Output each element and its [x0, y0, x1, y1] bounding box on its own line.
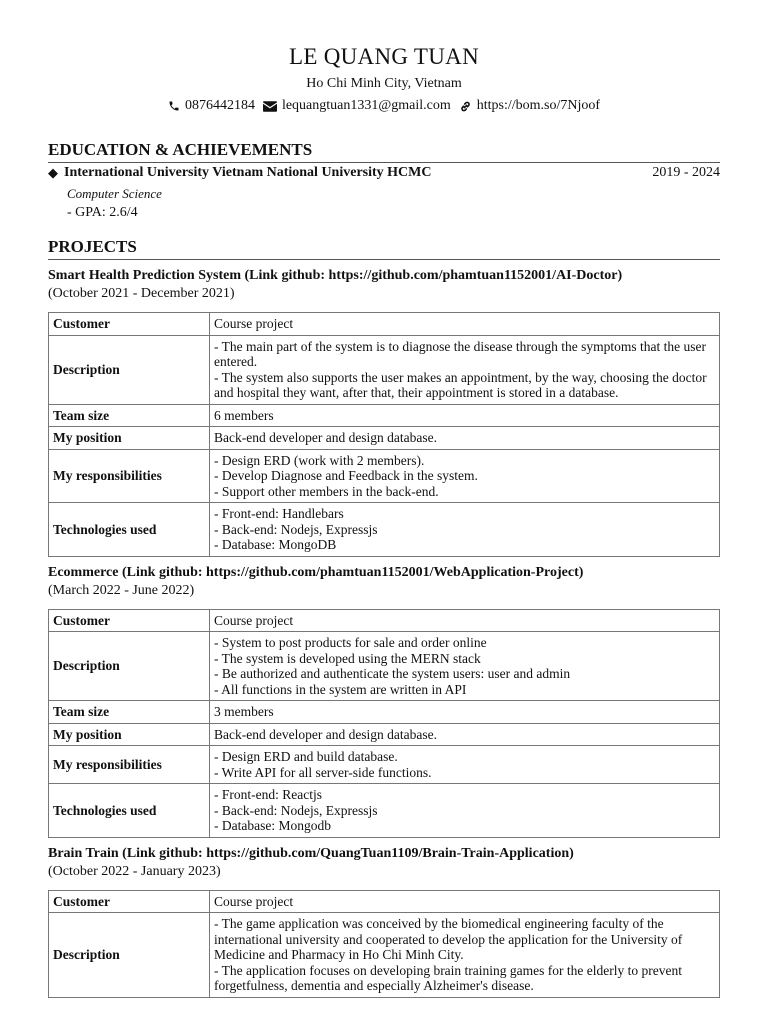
table-row — [49, 427, 720, 450]
row-value-line: - Write API for all server-side functions. — [214, 764, 432, 780]
row-label: Technologies used — [49, 784, 210, 838]
row-value — [210, 890, 720, 913]
row-label: My responsibilities — [49, 746, 210, 784]
project-title: Smart Health Prediction System (Link github: https://github.com/phamtuan1152001/AI-Doctor) — [48, 268, 623, 283]
row-value — [210, 784, 720, 838]
education-years: 2019 - 2024 — [652, 165, 720, 180]
project-block — [48, 268, 720, 557]
table-row — [49, 503, 720, 557]
row-value-line: 3 members — [214, 704, 274, 719]
link-icon — [459, 100, 472, 113]
row-value-line: - The main part of the system is to diagnose the disease through the symptoms that the user entered. — [214, 338, 707, 369]
row-value-line: - The game application was conceived by the biomedical engineering faculty of the international university and cooperated to develop the application for the University of Medicine and Pharmacy in Ho Chi Minh City. — [214, 916, 683, 962]
contact-bar — [48, 98, 720, 114]
table-row — [49, 632, 720, 701]
row-label: Description — [49, 335, 210, 404]
row-value-line: - The system also supports the user makes an appointment, by the way, choosing the doctor and hospital they want, after that, their appointment is stored in a database. — [214, 369, 707, 400]
row-value-line: Back-end developer and design database. — [214, 430, 438, 445]
table-row — [49, 890, 720, 913]
project-date: (October 2021 - December 2021) — [48, 286, 235, 301]
row-value-line: - All functions in the system are written in API — [214, 681, 467, 697]
table-row — [49, 701, 720, 724]
project-details-table — [48, 890, 720, 998]
row-label: Customer — [49, 313, 210, 336]
row-value — [210, 404, 720, 427]
row-value-line: - Develop Diagnose and Feedback in the system. — [214, 468, 478, 483]
row-value-line: - Database: Mongodb — [214, 818, 331, 833]
diamond-bullet-icon: ◆ — [48, 165, 58, 180]
row-value-line: - Back-end: Nodejs, Expressjs — [214, 802, 378, 818]
project-block — [48, 846, 720, 998]
projects-section-title: PROJECTS — [48, 237, 720, 260]
education-institution: International University Vietnam National University HCMC — [64, 165, 432, 180]
row-label: My position — [49, 723, 210, 746]
row-label: Customer — [49, 609, 210, 632]
row-value-line: - Front-end: Handlebars — [214, 506, 344, 521]
row-value-line: - Database: MongoDB — [214, 537, 337, 552]
envelope-icon — [263, 101, 277, 112]
row-value-line: Course project — [214, 612, 294, 628]
row-value-line: - Back-end: Nodejs, Expressjs — [214, 521, 378, 537]
table-row — [49, 609, 720, 632]
row-label: Technologies used — [49, 503, 210, 557]
row-value-line: Course project — [214, 316, 294, 331]
candidate-location: Ho Chi Minh City, Vietnam — [306, 76, 462, 91]
row-label: My responsibilities — [49, 449, 210, 503]
row-value — [210, 723, 720, 746]
row-value — [210, 609, 720, 632]
row-value — [210, 701, 720, 724]
education-entry — [48, 165, 720, 181]
table-row — [49, 449, 720, 503]
table-row — [49, 313, 720, 336]
phone-contact[interactable] — [168, 98, 255, 114]
table-row — [49, 913, 720, 998]
phone-number: 0876442184 — [184, 98, 255, 113]
education-gpa: - GPA: 2.6/4 — [67, 205, 138, 220]
row-label: My position — [49, 427, 210, 450]
table-row — [49, 784, 720, 838]
email-contact[interactable] — [263, 98, 451, 114]
education-institution-wrap — [48, 165, 431, 181]
row-value-line: - Design ERD and build database. — [214, 749, 398, 764]
row-value-line: 6 members — [214, 407, 274, 423]
project-block — [48, 565, 720, 838]
portfolio-url: https://bom.so/7Njoof — [476, 98, 601, 113]
email-address: lequangtuan1331@gmail.com — [281, 98, 451, 113]
education-major: Computer Science — [67, 186, 162, 201]
education-section-title: EDUCATION & ACHIEVEMENTS — [48, 140, 720, 163]
row-value-line: - The system is developed using the MERN stack — [214, 650, 481, 666]
table-row — [49, 335, 720, 404]
row-value — [210, 449, 720, 503]
row-value — [210, 913, 720, 998]
row-value — [210, 335, 720, 404]
table-row — [49, 746, 720, 784]
resume-page — [48, 0, 720, 998]
row-value — [210, 427, 720, 450]
project-date: (October 2022 - January 2023) — [48, 863, 221, 879]
phone-icon — [168, 100, 180, 112]
candidate-name: LE QUANG TUAN — [288, 44, 479, 69]
row-label: Team size — [49, 404, 210, 427]
row-label: Description — [49, 913, 210, 998]
project-details-table — [48, 312, 720, 557]
project-details-table — [48, 609, 720, 838]
row-value-line: Back-end developer and design database. — [214, 726, 438, 742]
row-label: Team size — [49, 701, 210, 724]
row-value — [210, 503, 720, 557]
row-value — [210, 313, 720, 336]
row-value — [210, 746, 720, 784]
row-value-line: - Design ERD (work with 2 members). — [214, 452, 425, 468]
row-value-line: - Front-end: Reactjs — [214, 787, 322, 802]
row-label: Customer — [49, 890, 210, 913]
row-label: Description — [49, 632, 210, 701]
projects-list — [48, 268, 720, 998]
row-value — [210, 632, 720, 701]
row-value-line: - Be authorized and authenticate the system users: user and admin — [214, 666, 571, 681]
table-row — [49, 723, 720, 746]
row-value-line: - System to post products for sale and order online — [214, 635, 487, 650]
row-value-line: - Support other members in the back-end. — [214, 483, 439, 499]
table-row — [49, 404, 720, 427]
row-value-line: - The application focuses on developing brain training games for the elderly to prevent forgetfulness, dementia and especially Alzheimer's disease. — [214, 962, 682, 993]
portfolio-link[interactable] — [459, 98, 600, 114]
project-title: Ecommerce (Link github: https://github.com/phamtuan1152001/WebApplication-Project) — [48, 564, 584, 580]
row-value-line: Course project — [214, 893, 294, 909]
project-date: (March 2022 - June 2022) — [48, 582, 195, 598]
project-title: Brain Train (Link github: https://github.com/QuangTuan1109/Brain-Train-Application) — [48, 845, 574, 861]
